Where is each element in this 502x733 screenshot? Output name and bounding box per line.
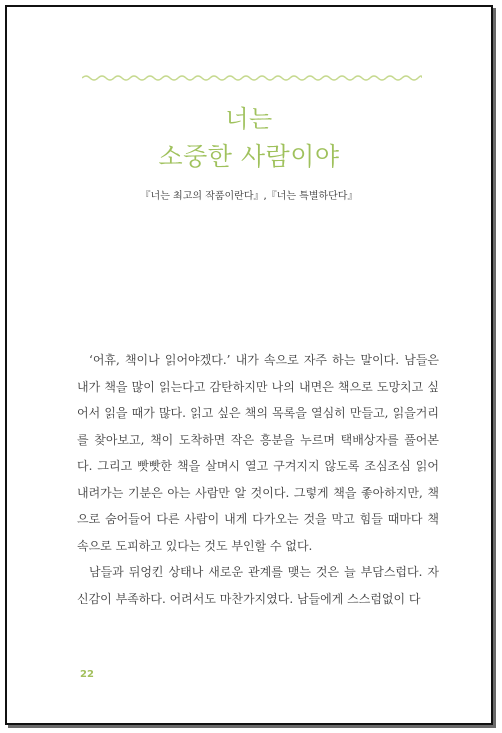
paragraph: ‘어휴, 책이나 읽어야겠다.’ 내가 속으로 자주 하는 말이다. 남들은 내가 책을 많이 읽는다고 감탄하지만 나의 내면은 책으로 도망치고 싶어서 읽을 때가 많다. 읽고 싶은 책의 목록을 열심히 만들고, 읽을거리를 찾아보고, 책이 도착하면 작은 흥분을 누르며 택배상자를 풀어본다. 그리고 빳빳한 책을 살며시 열고 구겨지지 않도록 조심조심 읽어 내려가는 기분은 아는 사람만 알 것이다. 그렇게 책을 좋아하지만, 책으로 숨어들어 다른 사람이 내게 다가오는 것을 막고 힘들 때마다 책 속으로 도피하고 있다는 것도 부인할 수 없다.: [77, 353, 439, 553]
body-text: [77, 347, 439, 612]
page-number: 22: [80, 669, 94, 680]
referenced-books: 『너는 최고의 작품이란다』,『너는 특별하단다』: [140, 191, 358, 202]
chapter-title-line1: 너는: [225, 105, 273, 133]
decorative-wave-divider: [82, 72, 422, 84]
book-page: [5, 5, 493, 725]
paragraph: 남들과 뒤엉킨 상태나 새로운 관계를 맺는 것은 늘 부담스럽다. 자신감이 부족하다. 어려서도 마찬가지였다. 남들에게 스스럼없이 다: [77, 565, 439, 606]
chapter-title-line2: 소중한 사람이야: [158, 142, 340, 171]
